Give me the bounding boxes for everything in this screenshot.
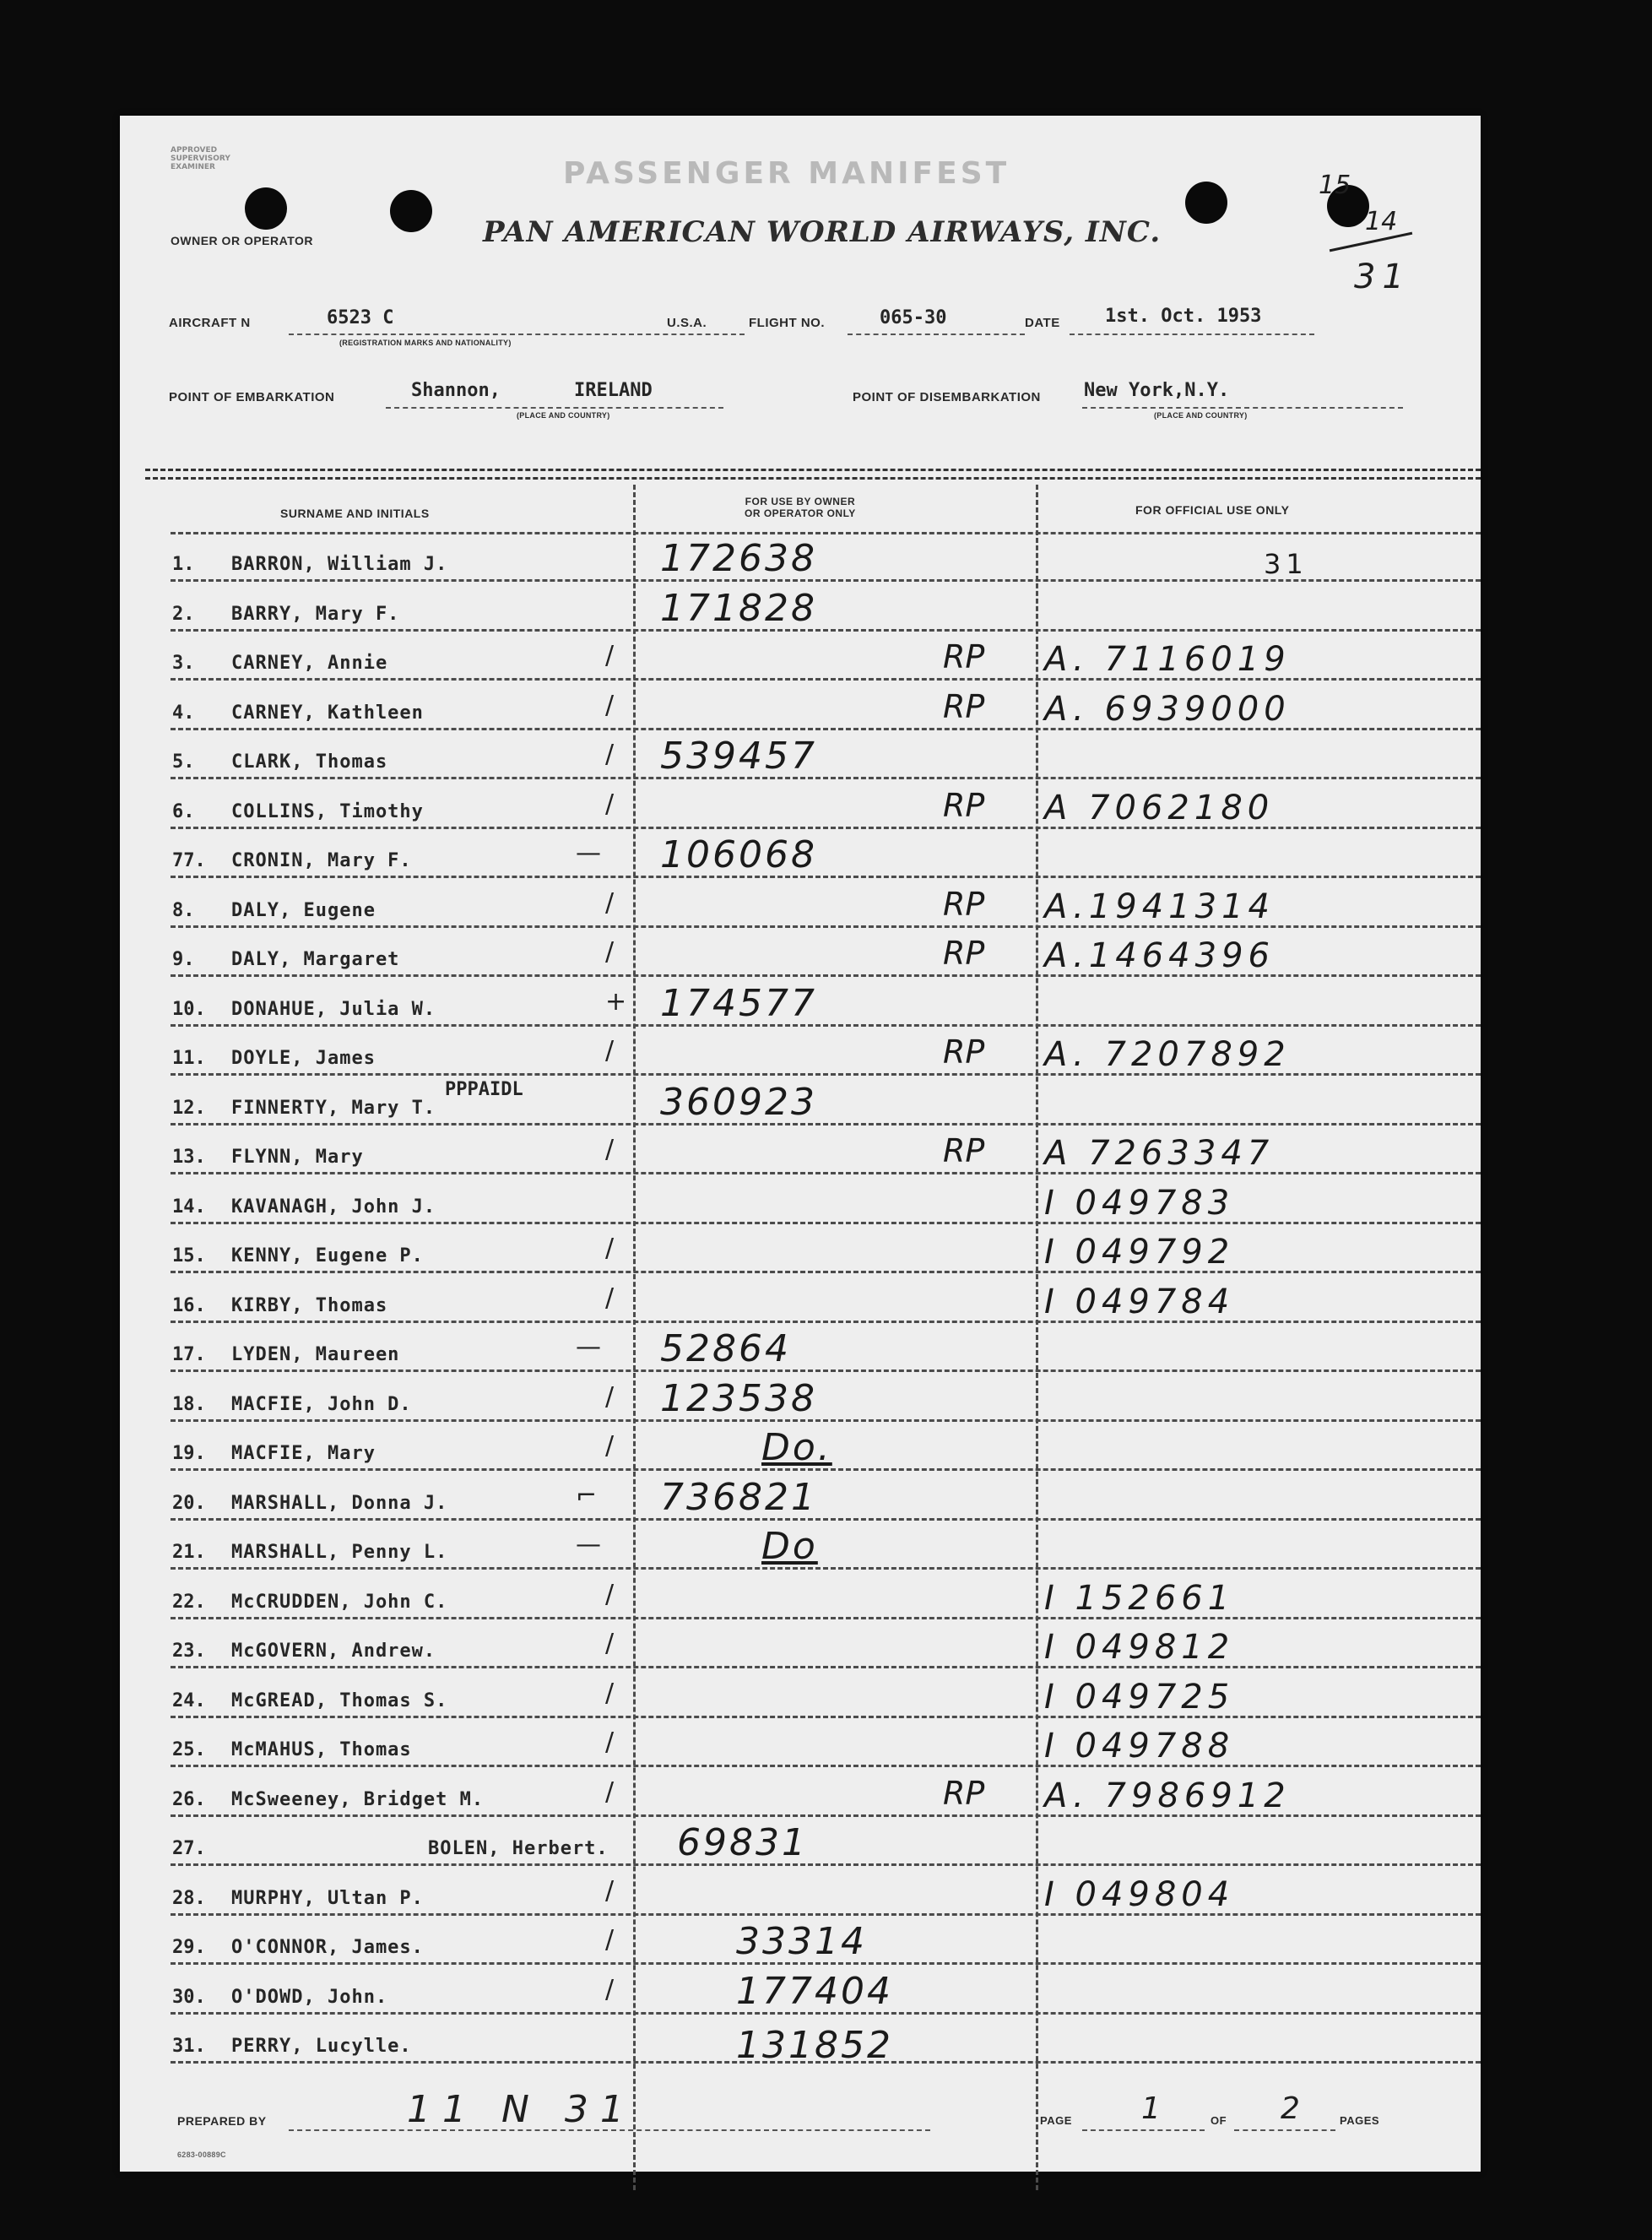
- owner-ref-number: 177404: [736, 1969, 893, 2013]
- rp-mark: RP: [943, 1132, 985, 1169]
- official-ref-number: I 049783: [1044, 1183, 1235, 1223]
- fill-line: [848, 334, 1025, 335]
- check-mark: /: [605, 740, 615, 769]
- passenger-name: McSweeney, Bridget M.: [231, 1788, 485, 1810]
- usa-label: U.S.A.: [667, 316, 707, 330]
- official-ref-number: A. 7116019: [1044, 640, 1291, 679]
- passenger-name: MACFIE, John D.: [231, 1393, 412, 1415]
- check-mark: /: [605, 1036, 615, 1066]
- owner-ref-number: 123538: [660, 1376, 817, 1420]
- passenger-name: PERRY, Lucylle.: [231, 2036, 412, 2057]
- table-row: [120, 1027, 1481, 1076]
- rp-mark: RP: [943, 638, 985, 675]
- prepared-note: 11 N 31: [407, 2088, 636, 2131]
- passenger-name: FINNERTY, Mary T.: [231, 1097, 436, 1119]
- row-number: 26.: [172, 1788, 206, 1810]
- row-number: 1.: [172, 554, 195, 575]
- row-number: 13.: [172, 1147, 206, 1168]
- passenger-name: COLLINS, Timothy: [231, 800, 424, 822]
- check-mark: —: [576, 838, 601, 868]
- passenger-name: MARSHALL, Penny L.: [231, 1542, 448, 1563]
- check-mark: /: [605, 789, 615, 819]
- official-ref-number: I 049788: [1044, 1727, 1235, 1765]
- airline-name: PAN AMERICAN WORLD AIRWAYS, INC.: [483, 215, 1162, 249]
- prepaid-note: PPPAIDL: [445, 1078, 523, 1100]
- row-number: 77.: [172, 850, 206, 871]
- table-row: [120, 533, 1481, 582]
- table-row: [120, 780, 1481, 829]
- table-row: [120, 681, 1481, 730]
- owner-ref-number: Do.: [761, 1426, 832, 1469]
- official-ref-number: A 7263347: [1044, 1134, 1275, 1173]
- pages-label: PAGES: [1340, 2114, 1380, 2127]
- disembark-sublabel: (PLACE AND COUNTRY): [1154, 411, 1248, 420]
- owner-ref-number: 539457: [660, 735, 817, 778]
- flight-value: 065-30: [880, 307, 947, 328]
- owner-ref-number: 52864: [660, 1327, 791, 1370]
- passenger-name: MURPHY, Ultan P.: [231, 1887, 424, 1909]
- rp-mark: RP: [943, 786, 985, 824]
- official-ref-number: A 7062180: [1044, 788, 1275, 827]
- row-number: 4.: [172, 702, 195, 724]
- table-row: [120, 928, 1481, 977]
- punch-hole: [1185, 182, 1227, 224]
- official-ref-number: A.1941314: [1044, 887, 1275, 926]
- rp-mark: RP: [943, 1774, 985, 1812]
- manifest-title: PASSENGER MANIFEST: [563, 156, 1010, 191]
- official-ref-number: 31: [1264, 548, 1308, 580]
- official-ref-number: I 049792: [1044, 1233, 1235, 1272]
- table-row: [120, 1472, 1481, 1521]
- fill-line: [1070, 334, 1314, 335]
- owner-ref-number: 69831: [677, 1821, 808, 1864]
- passenger-name: CARNEY, Annie: [231, 653, 388, 674]
- check-mark: —: [576, 1332, 601, 1362]
- table-row: [120, 1077, 1481, 1125]
- aircraft-sublabel: (REGISTRATION MARKS AND NATIONALITY): [339, 339, 512, 347]
- table-row: [120, 1966, 1481, 2015]
- passenger-name: McGOVERN, Andrew.: [231, 1641, 436, 1662]
- page-label: PAGE: [1040, 2114, 1072, 2127]
- page-total: 2: [1281, 2091, 1300, 2126]
- passenger-name: DOYLE, James: [231, 1048, 376, 1069]
- official-ref-number: I 049784: [1044, 1282, 1235, 1321]
- table-row: [120, 1570, 1481, 1619]
- official-ref-number: I 049804: [1044, 1874, 1235, 1914]
- table-row: [120, 1323, 1481, 1372]
- passenger-name: MARSHALL, Donna J.: [231, 1492, 448, 1514]
- row-number: 21.: [172, 1542, 206, 1563]
- passenger-name: MACFIE, Mary: [231, 1443, 376, 1464]
- rp-mark: RP: [943, 885, 985, 923]
- passenger-name: DONAHUE, Julia W.: [231, 998, 436, 1020]
- passenger-name: O'DOWD, John.: [231, 1986, 388, 2008]
- flight-label: FLIGHT NO.: [749, 316, 825, 330]
- passenger-name: BARRON, William J.: [231, 554, 448, 575]
- owner-ref-number: 174577: [660, 981, 817, 1025]
- owner-ref-number: 171828: [660, 586, 817, 630]
- col-header-names: SURNAME AND INITIALS: [280, 507, 430, 520]
- table-row: [120, 1669, 1481, 1718]
- col-header-official: FOR OFFICIAL USE ONLY: [1135, 503, 1290, 517]
- row-number: 24.: [172, 1689, 206, 1711]
- fill-line: [289, 334, 745, 335]
- manifest-page: [120, 116, 1481, 2172]
- owner-ref-number: 131852: [736, 2024, 893, 2067]
- passenger-name: CARNEY, Kathleen: [231, 702, 424, 724]
- owner-ref-number: 736821: [660, 1475, 817, 1519]
- check-mark: /: [605, 690, 615, 720]
- check-mark: /: [605, 1776, 615, 1807]
- row-number: 5.: [172, 751, 195, 773]
- embark-label: POINT OF EMBARKATION: [169, 390, 335, 404]
- page-number: 1: [1141, 2091, 1161, 2126]
- table-row: [120, 1125, 1481, 1174]
- punch-hole: [390, 190, 432, 232]
- owner-ref-number: Do: [761, 1525, 818, 1568]
- table-row: [120, 1817, 1481, 1866]
- official-ref-number: A. 7207892: [1044, 1035, 1291, 1074]
- official-ref-number: I 049812: [1044, 1628, 1235, 1667]
- embark-country: IRELAND: [574, 380, 653, 401]
- row-number: 14.: [172, 1196, 206, 1218]
- official-ref-number: I 049725: [1044, 1677, 1235, 1717]
- table-row: [120, 2015, 1481, 2067]
- check-mark: /: [605, 641, 615, 670]
- fill-line: [1234, 2129, 1335, 2131]
- table-row: [120, 1718, 1481, 1767]
- row-number: 11.: [172, 1048, 206, 1069]
- table-row: [120, 978, 1481, 1027]
- rp-mark: RP: [943, 935, 985, 972]
- passenger-name: McCRUDDEN, John C.: [231, 1591, 448, 1613]
- check-mark: +: [605, 986, 627, 1017]
- passenger-name: BARRY, Mary F.: [231, 603, 400, 625]
- check-mark: /: [605, 1381, 615, 1412]
- row-number: 6.: [172, 800, 195, 822]
- official-ref-number: A.1464396: [1044, 936, 1275, 975]
- table-row: [120, 829, 1481, 878]
- row-number: 31.: [172, 2036, 206, 2057]
- row-number: 16.: [172, 1294, 206, 1316]
- row-number: 2.: [172, 603, 195, 625]
- punch-hole: [245, 187, 287, 230]
- table-row: [120, 1521, 1481, 1570]
- row-number: 18.: [172, 1393, 206, 1415]
- row-number: 23.: [172, 1641, 206, 1662]
- row-number: 30.: [172, 1986, 206, 2008]
- disembark-value: New York,N.Y.: [1084, 380, 1230, 401]
- fill-line: [386, 407, 723, 409]
- row-number: 3.: [172, 653, 195, 674]
- table-row: [120, 879, 1481, 928]
- check-mark: /: [605, 887, 615, 918]
- row-number: 8.: [172, 899, 195, 921]
- row-number: 27.: [172, 1838, 206, 1859]
- official-ref-number: I 152661: [1044, 1578, 1235, 1618]
- check-mark: /: [605, 1431, 615, 1461]
- passenger-name: KENNY, Eugene P.: [231, 1245, 424, 1266]
- check-mark: /: [605, 1974, 615, 2004]
- passenger-name: McGREAD, Thomas S.: [231, 1689, 448, 1711]
- fill-line: [1082, 2129, 1205, 2131]
- fill-line: [1082, 407, 1403, 409]
- passenger-name: CRONIN, Mary F.: [231, 850, 412, 871]
- row-number: 12.: [172, 1097, 206, 1119]
- passenger-name: DALY, Margaret: [231, 949, 400, 970]
- check-mark: —: [576, 1530, 601, 1559]
- owner-ref-number: 106068: [660, 833, 817, 876]
- check-mark: /: [605, 1234, 615, 1263]
- table-row: [120, 1619, 1481, 1668]
- rp-mark: RP: [943, 687, 985, 725]
- table-top-rule: [145, 477, 1481, 480]
- table-row: [120, 1373, 1481, 1422]
- passenger-name: CLARK, Thomas: [231, 751, 388, 773]
- corner-note: 31: [1354, 258, 1411, 296]
- row-number: 15.: [172, 1245, 206, 1266]
- table-row: [120, 1916, 1481, 1965]
- owner-ref-number: 172638: [660, 537, 817, 580]
- table-row: [120, 1422, 1481, 1471]
- row-number: 22.: [172, 1591, 206, 1613]
- row-number: 10.: [172, 998, 206, 1020]
- row-number: 29.: [172, 1937, 206, 1958]
- owner-ref-number: 33314: [736, 1920, 867, 1963]
- prepared-label: PREPARED BY: [177, 2114, 267, 2128]
- passenger-name: DALY, Eugene: [231, 899, 376, 921]
- date-value: 1st. Oct. 1953: [1105, 306, 1262, 327]
- check-mark: /: [605, 937, 615, 967]
- of-label: OF: [1211, 2114, 1227, 2127]
- check-mark: /: [605, 1629, 615, 1658]
- passenger-name: FLYNN, Mary: [231, 1147, 364, 1168]
- embark-city: Shannon,: [411, 380, 501, 401]
- form-number: 6283-00889C: [177, 2151, 226, 2159]
- embark-sublabel: (PLACE AND COUNTRY): [517, 411, 610, 420]
- table-row: [120, 730, 1481, 779]
- row-number: 9.: [172, 949, 195, 970]
- official-ref-number: A. 7986912: [1044, 1776, 1291, 1815]
- row-number: 28.: [172, 1887, 206, 1909]
- corner-note: 15: [1319, 171, 1351, 200]
- table-row: [120, 583, 1481, 632]
- passenger-name: O'CONNOR, James.: [231, 1937, 424, 1958]
- owner-label: OWNER OR OPERATOR: [171, 234, 313, 247]
- date-label: DATE: [1025, 316, 1060, 330]
- table-row: [120, 1224, 1481, 1273]
- row-number: 25.: [172, 1739, 206, 1760]
- passenger-name: McMAHUS, Thomas: [231, 1739, 412, 1760]
- row-number: 17.: [172, 1344, 206, 1365]
- passenger-name: KIRBY, Thomas: [231, 1294, 388, 1316]
- official-ref-number: A. 6939000: [1044, 689, 1291, 729]
- check-mark: /: [605, 1727, 615, 1757]
- table-row: [120, 1175, 1481, 1224]
- passenger-name: BOLEN, Herbert.: [428, 1838, 609, 1859]
- aircraft-label: AIRCRAFT N: [169, 316, 251, 330]
- check-mark: /: [605, 1135, 615, 1164]
- passenger-name: KAVANAGH, John J.: [231, 1196, 436, 1218]
- table-top-rule: [145, 469, 1481, 471]
- rp-mark: RP: [943, 1033, 985, 1071]
- col-header-owner: FOR USE BY OWNER OR OPERATOR ONLY: [745, 496, 856, 519]
- row-number: 19.: [172, 1443, 206, 1464]
- check-mark: /: [605, 1875, 615, 1906]
- owner-ref-number: 360923: [660, 1080, 817, 1124]
- check-mark: /: [605, 1678, 615, 1708]
- aircraft-value: 6523 C: [327, 307, 394, 328]
- table-row: [120, 1768, 1481, 1817]
- table-row: [120, 1274, 1481, 1323]
- disembark-label: POINT OF DISEMBARKATION: [853, 390, 1041, 404]
- check-mark: /: [605, 1925, 615, 1955]
- table-row: [120, 632, 1481, 681]
- corner-note: 14: [1365, 207, 1398, 236]
- row-number: 20.: [172, 1492, 206, 1514]
- approval-stamp: APPROVED SUPERVISORY EXAMINER: [171, 146, 230, 171]
- check-mark: /: [605, 1579, 615, 1609]
- passenger-name: LYDEN, Maureen: [231, 1344, 400, 1365]
- check-mark: ⌐: [576, 1480, 598, 1511]
- check-mark: /: [605, 1283, 615, 1313]
- table-row: [120, 1867, 1481, 1916]
